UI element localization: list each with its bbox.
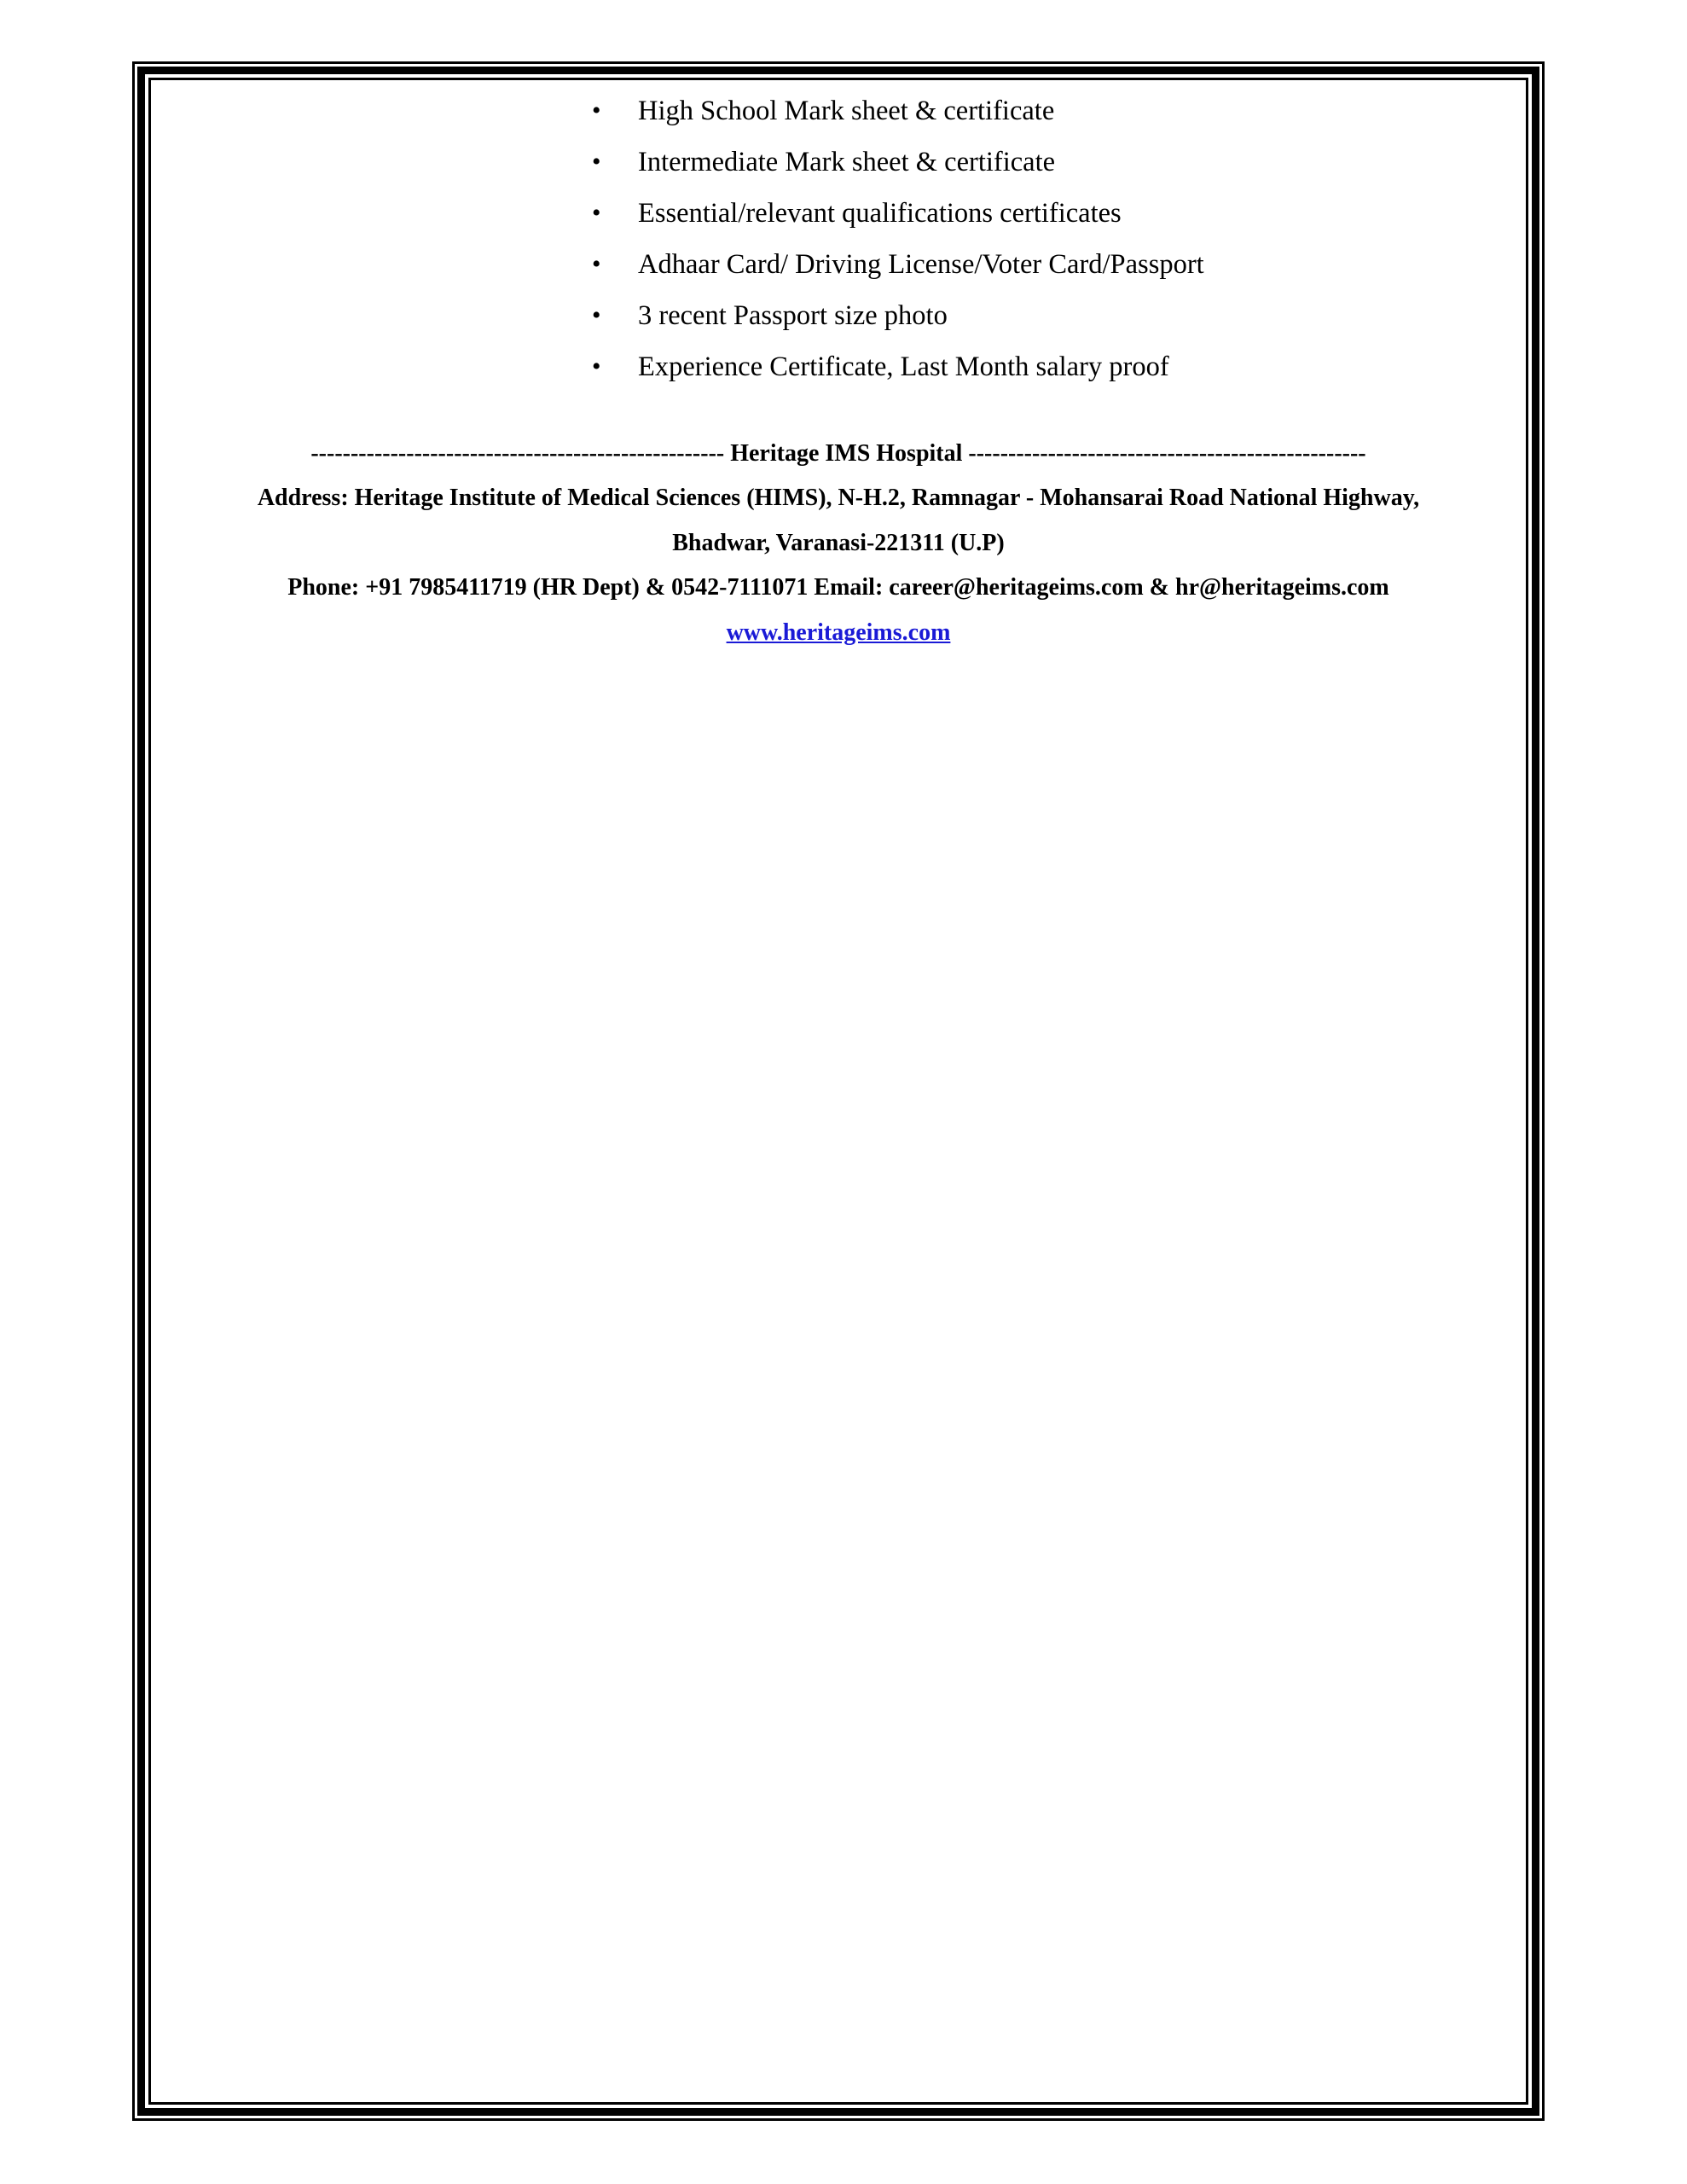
- list-item-text: Adhaar Card/ Driving License/Voter Card/Passport: [638, 249, 1204, 280]
- bullet-icon: •: [592, 148, 601, 176]
- list-item-text: Experience Certificate, Last Month salary proof: [638, 351, 1169, 382]
- list-item: [580, 345, 1204, 396]
- required-documents-list: [580, 89, 1204, 396]
- footer-hospital-divider: ---------------------------------------------------- Heritage IMS Hospital --------------------------------------------------: [310, 440, 1366, 467]
- list-item-text: 3 recent Passport size photo: [638, 300, 948, 331]
- list-item: [580, 293, 1204, 345]
- footer-address-line-2: Bhadwar, Varanasi-221311 (U.P): [672, 530, 1005, 556]
- footer-contact-line: Phone: +91 7985411719 (HR Dept) & 0542-7111071 Email: career@heritageims.com & hr@heritageims.com: [287, 574, 1389, 601]
- footer-address-line-1: Address: Heritage Institute of Medical Sciences (HIMS), N-H.2, Ramnagar - Mohansarai Road National Highway,: [257, 485, 1420, 511]
- list-item-text: Intermediate Mark sheet & certificate: [638, 147, 1056, 177]
- website-link[interactable]: www.heritageims.com: [726, 619, 951, 646]
- bullet-icon: •: [592, 250, 601, 278]
- list-item-text: Essential/relevant qualifications certificates: [638, 198, 1122, 229]
- bullet-icon: •: [592, 199, 601, 227]
- bullet-icon: •: [592, 352, 601, 380]
- bullet-icon: •: [592, 301, 601, 329]
- bullet-icon: •: [592, 96, 601, 125]
- list-item-text: High School Mark sheet & certificate: [638, 96, 1055, 126]
- footer-website: [154, 616, 1523, 650]
- list-item: [580, 89, 1204, 140]
- list-item: [580, 191, 1204, 242]
- list-item: [580, 242, 1204, 293]
- list-item: [580, 140, 1204, 191]
